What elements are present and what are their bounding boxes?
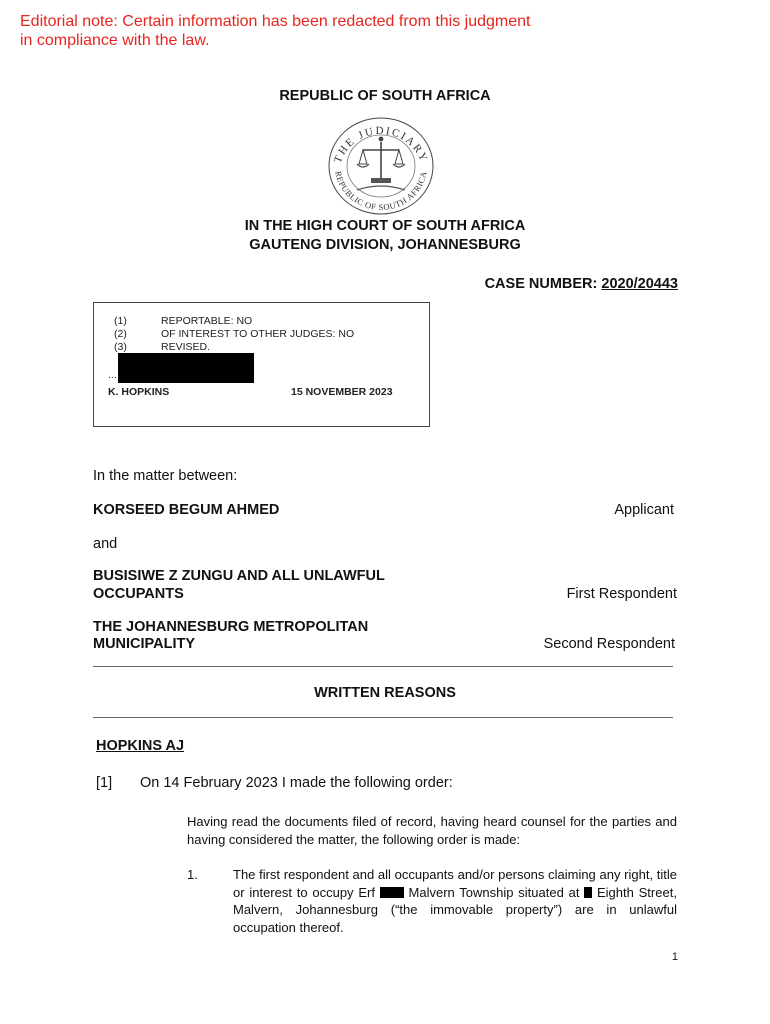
revised-item-text: REVISED. (161, 341, 211, 353)
applicant-role: Applicant (614, 502, 674, 518)
case-number-value: 2020/20443 (601, 276, 678, 292)
and-connector: and (93, 536, 118, 552)
page-number: 1 (671, 951, 678, 963)
first-respondent-role: First Respondent (566, 586, 677, 602)
redacted-erf-number (380, 887, 404, 898)
redacted-signature (118, 353, 254, 383)
revised-item-num: (3) (114, 341, 127, 353)
first-respondent-line2: OCCUPANTS (93, 586, 184, 602)
second-respondent-line1: THE JOHANNESBURG METROPOLITAN (93, 619, 369, 635)
editorial-note: Editorial note: Certain information has been redacted from this judgment in compliance with the law. (20, 13, 531, 49)
divider-bottom (93, 717, 673, 718)
reportable-item-text: REPORTABLE: NO (161, 315, 253, 327)
seal-text-top: THE JUDICIARY (331, 124, 431, 165)
republic-heading: REPUBLIC OF SOUTH AFRICA (279, 88, 491, 104)
interest-item-text: OF INTEREST TO OTHER JUDGES: NO (161, 328, 355, 340)
interest-item-num: (2) (114, 328, 127, 340)
seal-text-bottom: REPUBLIC OF SOUTH AFRICA (333, 170, 429, 213)
redacted-street-number (584, 887, 592, 898)
judiciary-seal-icon (317, 108, 445, 216)
second-respondent-line2: MUNICIPALITY (93, 636, 196, 652)
order-item-1-part1: The first respondent and all occupants and/or persons claiming any right, title or interest to occupy Erf (233, 867, 677, 900)
second-respondent-role: Second Respondent (543, 636, 675, 652)
paragraph-1-text: On 14 February 2023 I made the following order: (140, 775, 453, 791)
applicant-name: KORSEED BEGUM AHMED (93, 502, 280, 518)
court-name-line2: GAUTENG DIVISION, JOHANNESBURG (249, 237, 521, 253)
case-number-label: CASE NUMBER: (484, 276, 598, 292)
divider-top (93, 666, 673, 667)
order-item-1-part2: Malvern Township situated at (408, 884, 580, 900)
paragraph-1-number: [1] (96, 775, 113, 791)
signature-dots: ... (108, 369, 117, 381)
judge-heading: HOPKINS AJ (96, 738, 185, 754)
judge-signature-name: K. HOPKINS (108, 386, 170, 398)
court-name-line1: IN THE HIGH COURT OF SOUTH AFRICA (244, 218, 526, 234)
order-item-1-part3: Eighth Street, Malvern, Johannesburg (“the immovable property”) are in unlawful occupation thereof. (233, 884, 677, 935)
matter-intro: In the matter between: (93, 468, 238, 484)
reportable-item-num: (1) (114, 315, 127, 327)
written-reasons-title: WRITTEN REASONS (314, 685, 456, 701)
signature-date: 15 NOVEMBER 2023 (291, 386, 393, 398)
reportable-box (93, 302, 430, 427)
order-intro: Having read the documents filed of record, having heard counsel for the parties and having considered the matter, the following order is made: (187, 814, 677, 847)
case-number (485, 276, 678, 292)
order-item-1-number: 1. (187, 867, 198, 882)
first-respondent-line1: BUSISIWE Z ZUNGU AND ALL UNLAWFUL (93, 568, 385, 584)
order-item-1-text (233, 866, 677, 936)
